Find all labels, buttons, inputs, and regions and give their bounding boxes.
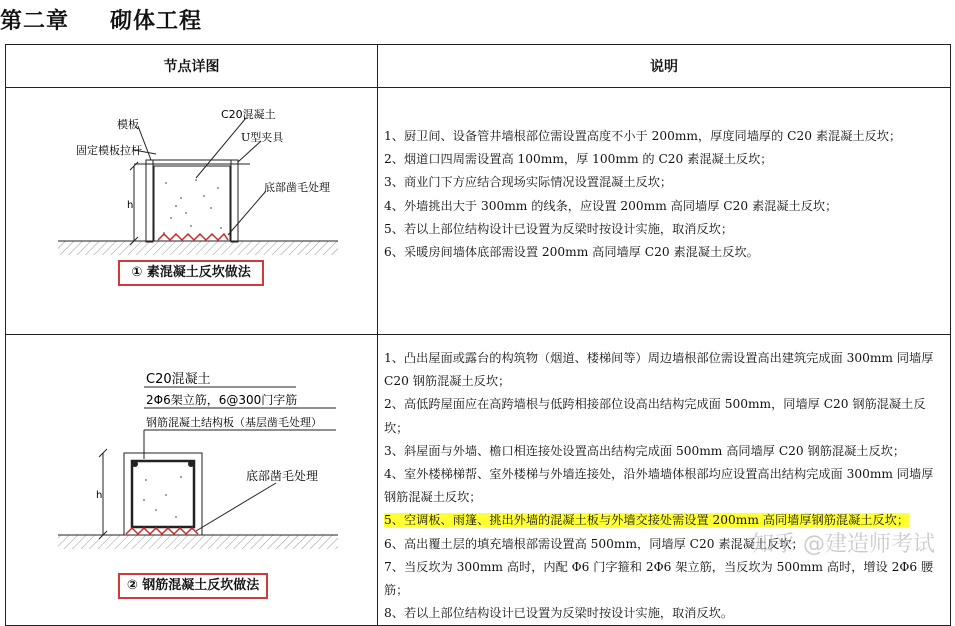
note-item: 3、斜屋面与外墙、檐口相连接处设置高出结构完成面 500mm 高同墙厚 C20 钢筋混凝土反坎； bbox=[384, 443, 906, 458]
note-item: 8、若以上部位结构设计已设置为反梁时按设计实施，取消反坎。 bbox=[384, 606, 734, 621]
rc-curb-caption: ② 钢筋混凝土反坎做法 bbox=[118, 573, 268, 599]
note-item: 2、高低跨屋面应在高跨墙根与低跨相接部位设高出结构完成面 500mm，同墙厚 C20 钢筋混凝土反坎； bbox=[384, 397, 926, 435]
roughen-label: 底部凿毛处理 bbox=[264, 181, 330, 194]
header-detail: 节点详图 bbox=[6, 45, 378, 88]
rc-roughen-label: 底部凿毛处理 bbox=[246, 469, 319, 483]
note-item: 5、若以上部位结构设计已设置为反梁时按设计实施，取消反坎； bbox=[384, 221, 734, 236]
dim-h-label: h bbox=[96, 490, 103, 501]
note-item: 1、凸出屋面或露台的构筑物（烟道、楼梯间等）周边墙根部位需设置高出建筑完成面 300mm 同墙厚 C20 钢筋混凝土反坎； bbox=[384, 351, 934, 389]
highlighted-note: 5、空调板、雨篷、挑出外墙的混凝土板与外墙交接处需设置 200mm 高同墙厚钢筋混凝土反坎； bbox=[384, 513, 910, 528]
rebar-label: 2Φ6架立筋，6@300门字筋 bbox=[146, 393, 298, 407]
tie-rod-label: 固定模板拉杆 bbox=[76, 144, 142, 157]
note-item: 3、商业门下方应结合现场实际情况设置混凝土反坎； bbox=[384, 175, 673, 190]
clamp-label: U型夹具 bbox=[241, 131, 284, 144]
concrete-label: C20混凝土 bbox=[221, 108, 276, 121]
chapter-number: 第二章 bbox=[0, 9, 70, 34]
watermark: 知乎 @建造师考试 bbox=[752, 532, 935, 557]
rc-concrete-label: C20混凝土 bbox=[146, 372, 211, 387]
note-item: 4、室外楼梯梯帮、室外楼梯与外墙连接处，沿外墙墙体根部均应设置高出结构完成面 300mm 同墙厚钢筋混凝土反坎； bbox=[384, 467, 934, 505]
plain-curb-caption: ① 素混凝土反坎做法 bbox=[118, 260, 264, 286]
note-item: 6、采暖房间墙体底部需设置 200mm 高同墙厚 C20 素混凝土反坎。 bbox=[384, 245, 759, 260]
dim-h-label: h bbox=[127, 200, 134, 211]
chapter-heading bbox=[0, 4, 202, 35]
rc-curb-notes bbox=[378, 335, 951, 626]
note-item: 1、厨卫间、设备管井墙根部位需设置高度不小于 200mm，厚度同墙厚的 C20 素混凝土反坎； bbox=[384, 129, 902, 143]
rc-curb-drawing bbox=[6, 335, 375, 613]
note-item: 7、当反坎为 300mm 高时，内配 Φ6 门字箍和 2Φ6 架立筋，当反坎为 500mm 高时，增设 2Φ6 腰筋； bbox=[384, 559, 934, 598]
plain-curb-notes bbox=[378, 88, 951, 335]
note-item: 6、高出覆土层的填充墙根部需设置高 500mm，同墙厚 C20 素混凝土反坎； bbox=[384, 536, 804, 551]
chapter-title: 砌体工程 bbox=[110, 9, 203, 34]
note-item: 4、外墙挑出大于 300mm 的线条，应设置 200mm 高同墙厚 C20 素混凝土反坎； bbox=[384, 198, 838, 213]
figure-rc-curb bbox=[6, 335, 378, 626]
formwork-label: 模板 bbox=[117, 118, 139, 131]
header-notes: 说明 bbox=[378, 45, 951, 88]
figure-plain-curb bbox=[6, 88, 378, 335]
slab-label: 钢筋混凝土结构板（基层凿毛处理） bbox=[146, 416, 322, 429]
note-item: 2、烟道口四周需设置高 100mm，厚 100mm 的 C20 素混凝土反坎； bbox=[384, 152, 773, 167]
